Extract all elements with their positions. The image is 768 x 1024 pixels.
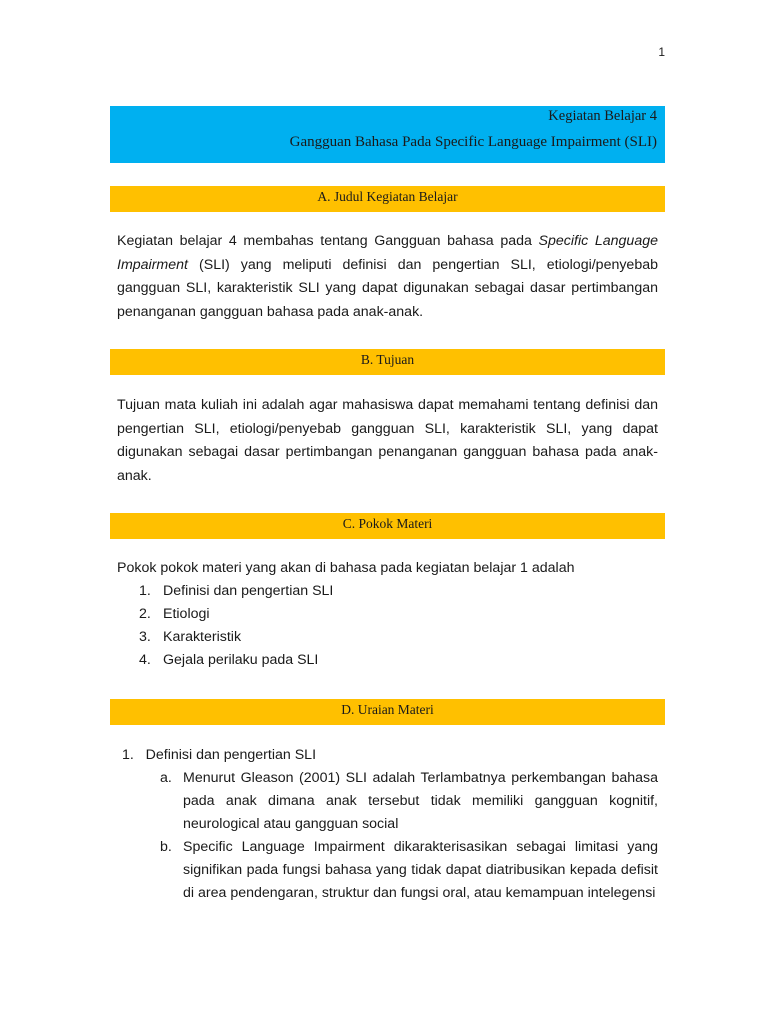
list-text: Etiologi [163, 606, 210, 622]
list-item [139, 603, 333, 626]
activity-subtitle: Gangguan Bahasa Pada Specific Language Impairment (SLI) [289, 134, 657, 150]
section-b-heading: B. Tujuan [110, 349, 665, 375]
list-item [139, 649, 333, 672]
sub-b-marker: b. [160, 839, 172, 855]
list-number: 3. [139, 629, 151, 645]
section-a-text-end: (SLI) yang meliputi definisi dan pengertian SLI, etiologi/penyebab gangguan SLI, karakteristik SLI yang dapat digunakan sebagai dasar pertimbangan penanganan gangguan bahasa pada anak-anak. [117, 256, 658, 320]
section-d-sub-a [160, 767, 658, 837]
list-number: 2. [139, 606, 151, 622]
list-text: Gejala perilaku pada SLI [163, 652, 319, 668]
title-banner [110, 106, 665, 163]
section-d-heading: D. Uraian Materi [110, 699, 665, 725]
section-d-sub-b [160, 836, 658, 906]
section-a-paragraph [117, 230, 658, 324]
sub-b-text: Specific Language Impairment dikarakterisasikan sebagai limitasi yang signifikan pada fungsi bahasa yang tidak dapat diatribusikan kepada defisit di area pendengaran, struktur dan fungsi oral, atau kemampuan intelegensi [183, 839, 658, 902]
list-number: 4. [139, 652, 151, 668]
section-a-emphasis: Specific Language Impairment [117, 233, 658, 273]
list-number: 1. [139, 583, 151, 599]
section-c-intro: Pokok pokok materi yang akan di bahasa pada kegiatan belajar 1 adalah [117, 560, 575, 576]
sub-a-text: Menurut Gleason (2001) SLI adalah Terlambatnya perkembangan bahasa pada anak dimana anak tersebut tidak memiliki gangguan kognitif, neurological atau gangguan social [183, 770, 658, 833]
section-a-text-start: Kegiatan belajar 4 membahas tentang Gangguan bahasa pada [117, 233, 539, 249]
list-text: Karakteristik [163, 629, 242, 645]
section-c-heading: C. Pokok Materi [110, 513, 665, 539]
list-text: Definisi dan pengertian SLI [163, 583, 334, 599]
sub-a-marker: a. [160, 770, 172, 786]
section-a-heading: A. Judul Kegiatan Belajar [110, 186, 665, 212]
list-item [139, 580, 333, 603]
topic-list [139, 580, 333, 672]
list-item [139, 626, 333, 649]
section-d-item-1: 1. Definisi dan pengertian SLI [122, 747, 317, 763]
activity-title: Kegiatan Belajar 4 [548, 108, 657, 124]
page-number: 1 [658, 45, 665, 59]
section-b-paragraph: Tujuan mata kuliah ini adalah agar mahasiswa dapat memahami tentang definisi dan pengertian SLI, etiologi/penyebab gangguan SLI, karakteristik SLI, yang dapat digunakan sebagai dasar pertimbangan penanganan gangguan bahasa pada anak-anak. [117, 397, 658, 484]
